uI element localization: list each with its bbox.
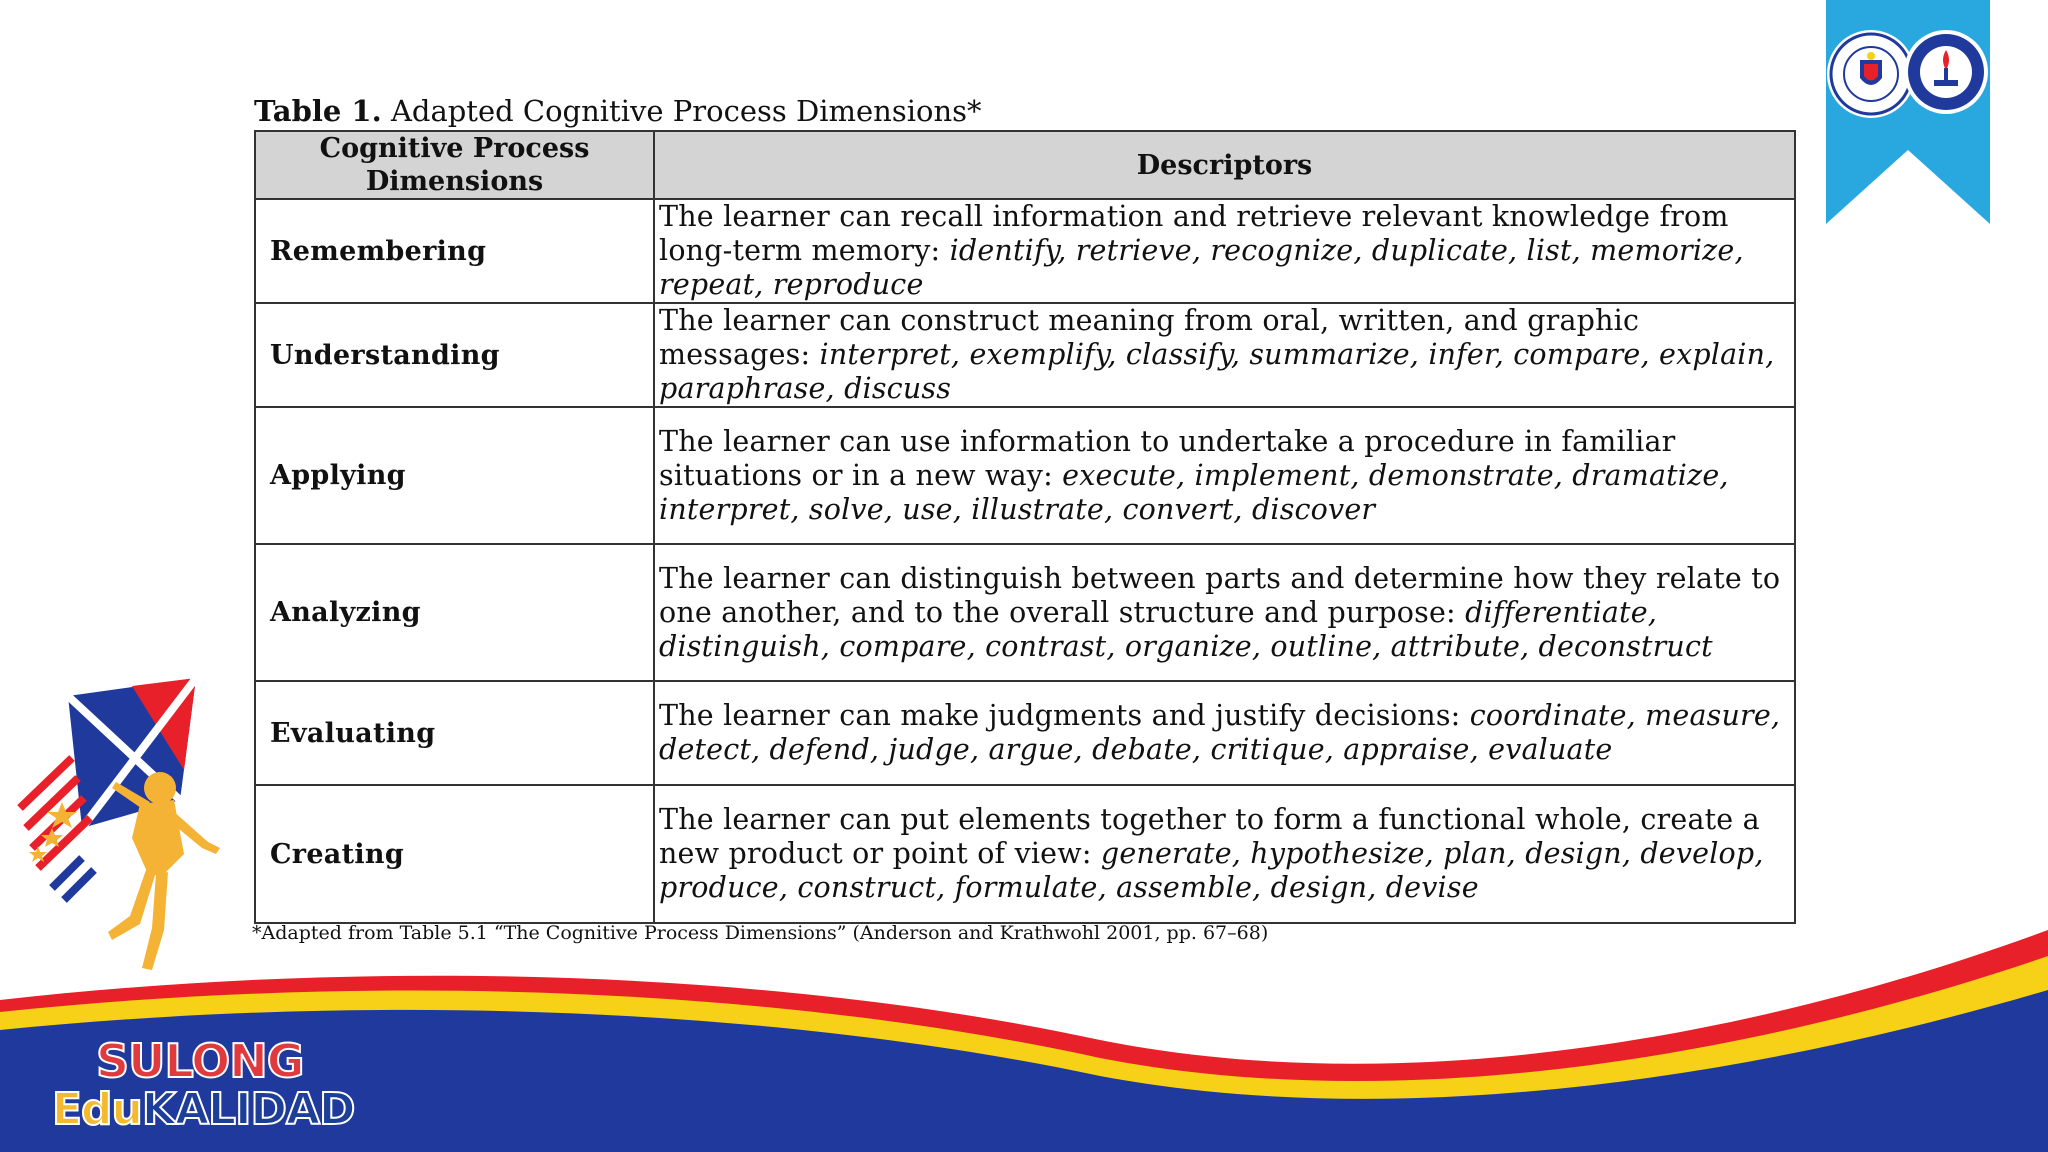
table-row xyxy=(255,199,1795,303)
table-row xyxy=(255,303,1795,407)
header-dimensions: Cognitive Process Dimensions xyxy=(255,131,654,199)
dimension-evaluating: Evaluating xyxy=(255,681,654,785)
kite-icon xyxy=(68,678,196,828)
descriptor-text: The learner can distinguish between parts and determine how they relate to one another, and to the overall structure and purpose: xyxy=(659,561,1781,629)
logo-edu: Edu xyxy=(52,1084,142,1135)
table-row xyxy=(255,681,1795,785)
descriptor-verbs: differentiate, distinguish, compare, contrast, organize, outline, attribute, deconstruct xyxy=(659,595,1713,663)
table-caption-label: Table 1. xyxy=(254,94,382,128)
logo-edukalidad xyxy=(52,1084,355,1135)
kagawaran-seal-icon xyxy=(1827,30,1915,118)
descriptor-evaluating xyxy=(654,681,1795,785)
header-descriptors: Descriptors xyxy=(654,131,1795,199)
dimension-understanding: Understanding xyxy=(255,303,654,407)
table-caption-text: Adapted Cognitive Process Dimensions* xyxy=(390,94,982,128)
descriptor-text: The learner can put elements together to form a functional whole, create a new product or point of view: xyxy=(659,803,1760,870)
descriptor-applying xyxy=(654,407,1795,544)
descriptor-analyzing xyxy=(654,544,1795,681)
logo-kalidad: KALIDAD xyxy=(141,1084,355,1135)
table-row xyxy=(255,544,1795,681)
descriptor-verbs: generate, hypothesize, plan, design, develop, produce, construct, formulate, assemble, design, devise xyxy=(659,837,1764,904)
kite-child-illustration xyxy=(12,678,228,978)
descriptor-text: The learner can recall information and retrieve relevant knowledge from long-term memory: xyxy=(659,200,1729,267)
dimension-remembering: Remembering xyxy=(255,199,654,303)
table-row xyxy=(255,785,1795,923)
deped-seals-ribbon xyxy=(1826,0,1990,224)
dimension-analyzing: Analyzing xyxy=(255,544,654,681)
cognitive-process-table xyxy=(254,130,1796,922)
table-footnote: *Adapted from Table 5.1 “The Cognitive Process Dimensions” (Anderson and Krathwohl 2001, pp. 67–68) xyxy=(252,922,1269,944)
logo-sulong: SULONG xyxy=(96,1034,304,1088)
sulong-edukalidad-logo xyxy=(52,1034,372,1144)
descriptor-text: The learner can use information to undertake a procedure in familiar situations or in a new way: xyxy=(659,424,1676,492)
descriptor-creating xyxy=(654,785,1795,923)
descriptor-text: The learner can make judgments and justify decisions: xyxy=(659,699,1470,732)
department-of-education-seal-icon xyxy=(1904,30,1988,114)
descriptor-verbs: identify, retrieve, recognize, duplicate, list, memorize, repeat, reproduce xyxy=(659,234,1744,301)
dimension-creating: Creating xyxy=(255,785,654,923)
descriptor-remembering xyxy=(654,199,1795,303)
descriptor-verbs: interpret, exemplify, classify, summarize, infer, compare, explain, paraphrase, discuss xyxy=(659,338,1775,405)
table-caption xyxy=(254,94,1254,128)
descriptor-verbs: execute, implement, demonstrate, dramatize, interpret, solve, use, illustrate, convert, discover xyxy=(659,458,1729,526)
table-row xyxy=(255,407,1795,544)
descriptor-text: The learner can construct meaning from oral, written, and graphic messages: xyxy=(659,304,1640,371)
descriptor-understanding xyxy=(654,303,1795,407)
descriptor-verbs: coordinate, measure, detect, defend, judge, argue, debate, critique, appraise, evaluate xyxy=(659,699,1781,766)
dimension-applying: Applying xyxy=(255,407,654,544)
